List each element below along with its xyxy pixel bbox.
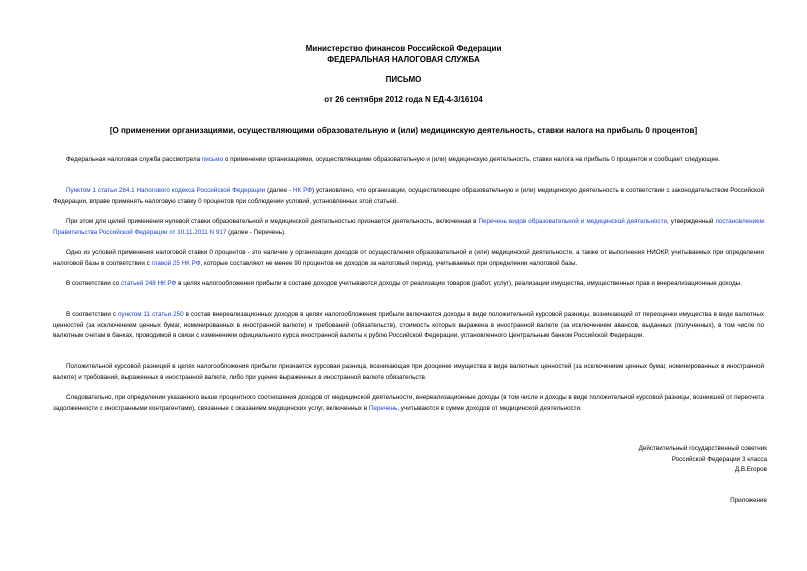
letter-link[interactable]: письмо	[201, 156, 224, 163]
paragraph-6: В соответствии с пунктом 11 статьи 250 в состав внереализационных доходов в целях налогообложения прибыли включаются доходы в виде положительной курсовой разницы, возникающей от переоценки имущества в виде валютных ценностей (за исключением ценных бумаг, номинированных в иностранной валюте) и требований (обязательств), стоимость которых выражена в иностранной валюте (за исключением авансов, выданных (полученных), в том числе по валютным счетам в банках, проводимой в связи с изменением официального курса иностранной валюты к рублю Российской Федерации, установленного Центральным банком Российской Федерации.	[53, 311, 765, 339]
article-250-link[interactable]: пунктом 11 статьи 250	[118, 311, 184, 318]
paragraph-8: Следовательно, при определении указанного выше процентного соотношения доходов от медицинской деятельности, внереализационные доходы (в том числе и доходы в виде положительной курсовой разницы, возникшей от пересчета задолженности с иностранными контрагентами), связанные с оказанием медицинских услуг, включенных в Перечень, учитываются в сумме доходов от медицинской деятельности.	[53, 394, 764, 412]
signature-title-1: Действительный государственный советник	[638, 445, 767, 452]
appendix-label: Приложение	[730, 497, 767, 504]
article-248-link[interactable]: статьей 248 НК РФ	[120, 280, 177, 287]
tax-code-link[interactable]: Пунктом 1 статьи 284.1 Налогового кодекса Российской Федерации	[66, 187, 266, 194]
service-title: ФЕДЕРАЛЬНАЯ НАЛОГОВАЯ СЛУЖБА	[327, 55, 480, 64]
doc-type: ПИСЬМО	[385, 75, 422, 84]
activities-list-link[interactable]: Перечень видов образовательной и медицинской деятельности	[478, 218, 667, 225]
paragraph-4: Одно из условий применения налоговой ставки 0 процентов - это наличие у организации доходов от осуществления образовательной и (или) медицинской деятельности, а также от выполнения НИОКР, учитываемых при определении налоговой базы в соответствии с главой 25 НК РФ, которые составляют не менее 90 процентов ее доходов за налоговый период, учитываемых при определении налоговой базы.	[53, 249, 764, 267]
government-decree-link[interactable]: постановлением Правительства Российской Федерации от 10.11.2011 N 917	[53, 218, 764, 236]
signature-title-2: Российской Федерации 3 класса	[671, 455, 767, 463]
doc-date-number: от 26 сентября 2012 года N ЕД-4-3/16104	[324, 95, 483, 104]
list-link[interactable]: Перечень	[368, 404, 398, 412]
chapter-25-link[interactable]: главой 25 НК РФ	[151, 259, 201, 267]
ministry-title: Министерство финансов Российской Федерации	[305, 44, 502, 53]
paragraph-2: Пунктом 1 статьи 284.1 Налогового кодекса Российской Федерации (далее - НК РФ) установлено, что организации, осуществляющие образовательную и (или) медицинскую деятельность в соответствии с законодательством Российской Федерации, вправе применять налоговую ставку 0 процентов при соблюдении условий, установленных этой статьей.	[53, 187, 764, 205]
paragraph-3: При этом для целей применения нулевой ставки образовательной и медицинской деятельностью признается деятельность, включенная в Перечень видов образовательной и медицинской деятельности, утвержденный постановлением Правительства Российской Федерации от 10.11.2011 N 917 (далее - Перечень).	[53, 218, 764, 236]
nk-rf-link[interactable]: НК РФ	[292, 187, 312, 194]
doc-subject: [О применении организациями, осуществляющими образовательную и (или) медицинскую деятельность, ставки налога на прибыль 0 процентов]	[109, 126, 698, 135]
paragraph-1: Федеральная налоговая служба рассмотрела письмо о применении организациями, осуществляющими образовательную и (или) медицинскую деятельность, ставки налога на прибыль 0 процентов и сообщает следующее.	[66, 156, 721, 163]
signature-name: Д.В.Егоров	[734, 466, 767, 473]
paragraph-7: Положительной курсовой разницей в целях налогообложения прибыли признается курсовая разница, возникающая при дооценке имущества в виде валютных ценностей (за исключением ценных бумаг, номинированных в иностранной валюте) и требований, выраженных в иностранной валюте, либо при уценке выраженных в иностранной валюте обязательств.	[53, 363, 764, 381]
paragraph-5: В соответствии со статьей 248 НК РФ в целях налогообложения прибыли в составе доходов учитываются доходы от реализации товаров (работ, услуг), реализации имущества, имущественных прав и внереализационные доходы.	[66, 280, 742, 287]
signature-block	[639, 444, 767, 476]
